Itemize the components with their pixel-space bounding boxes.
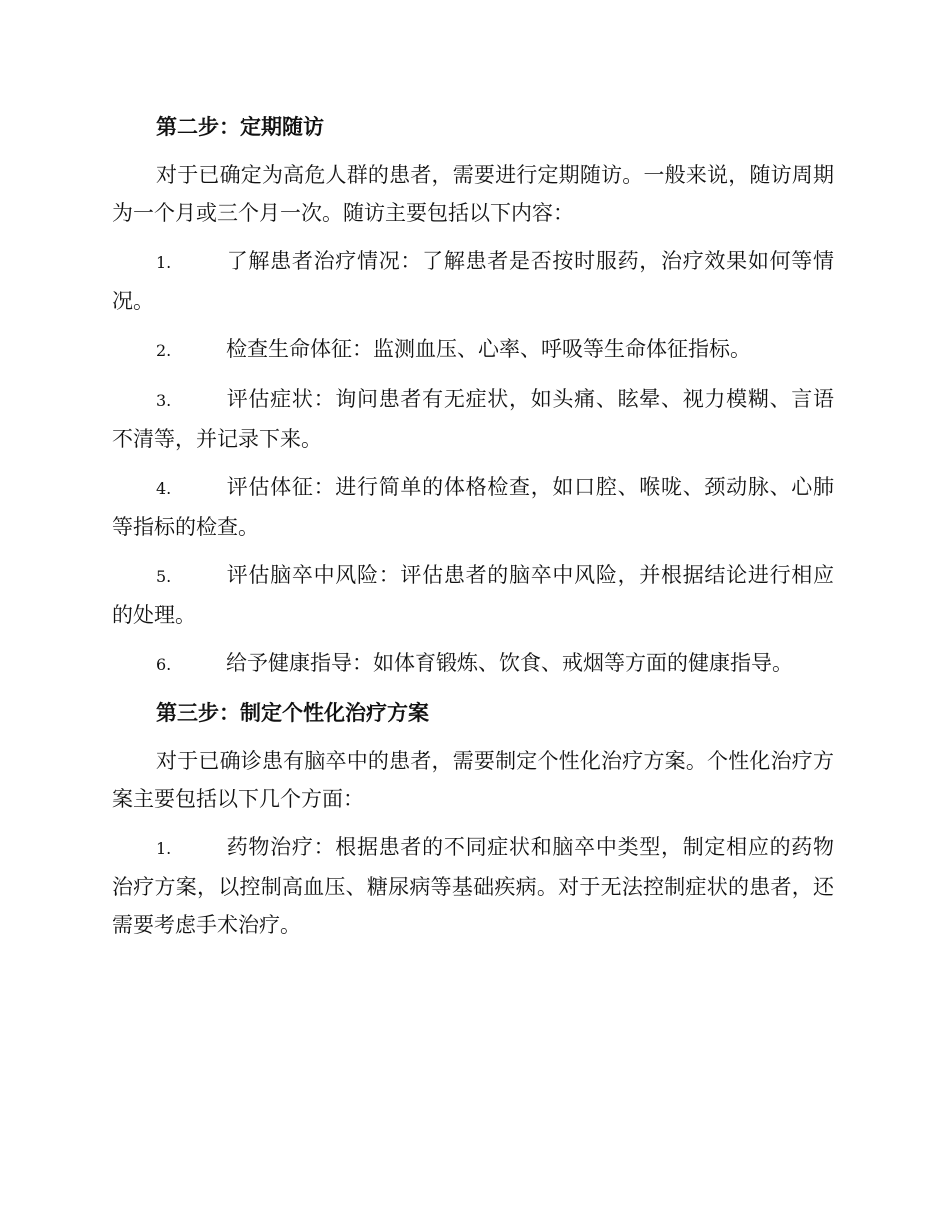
list-item bbox=[112, 644, 834, 684]
list-item-number: 5. bbox=[156, 567, 172, 586]
list-item-text: 了解患者治疗情况：了解患者是否按时服药，治疗效果如何等情况。 bbox=[112, 249, 834, 313]
section-2-intro: 对于已确定为高危人群的患者，需要进行定期随访。一般来说，随访周期为一个月或三个月一次。随访主要包括以下内容： bbox=[112, 163, 834, 225]
list-item-number: 2. bbox=[156, 341, 172, 360]
list-item bbox=[112, 468, 834, 546]
list-item bbox=[112, 242, 834, 320]
list-item-number: 3. bbox=[156, 391, 172, 410]
list-item-number: 6. bbox=[156, 655, 172, 674]
section-heading-step-2: 第二步：定期随访 bbox=[156, 115, 324, 139]
list-item bbox=[112, 556, 834, 634]
list-item bbox=[112, 828, 834, 944]
list-item-text: 给予健康指导：如体育锻炼、饮食、戒烟等方面的健康指导。 bbox=[226, 651, 793, 675]
list-item bbox=[112, 380, 834, 458]
list-item-number: 1. bbox=[156, 253, 172, 272]
document-body bbox=[112, 108, 834, 954]
list-item-number: 1. bbox=[156, 839, 172, 858]
list-item bbox=[112, 330, 834, 370]
list-item-text: 评估体征：进行简单的体格检查，如口腔、喉咙、颈动脉、心肺等指标的检查。 bbox=[112, 475, 834, 539]
list-item-number: 4. bbox=[156, 479, 172, 498]
section-3-intro: 对于已确诊患有脑卒中的患者，需要制定个性化治疗方案。个性化治疗方案主要包括以下几个方面： bbox=[112, 749, 834, 811]
list-item-text: 药物治疗：根据患者的不同症状和脑卒中类型，制定相应的药物治疗方案，以控制高血压、糖尿病等基础疾病。对于无法控制症状的患者，还需要考虑手术治疗。 bbox=[112, 835, 834, 937]
list-item-text: 评估脑卒中风险：评估患者的脑卒中风险，并根据结论进行相应的处理。 bbox=[112, 563, 834, 627]
list-item-text: 检查生命体征：监测血压、心率、呼吸等生命体征指标。 bbox=[226, 337, 751, 361]
list-item-text: 评估症状：询问患者有无症状，如头痛、眩晕、视力模糊、言语不清等，并记录下来。 bbox=[112, 387, 834, 451]
section-heading-step-3: 第三步：制定个性化治疗方案 bbox=[156, 701, 429, 725]
